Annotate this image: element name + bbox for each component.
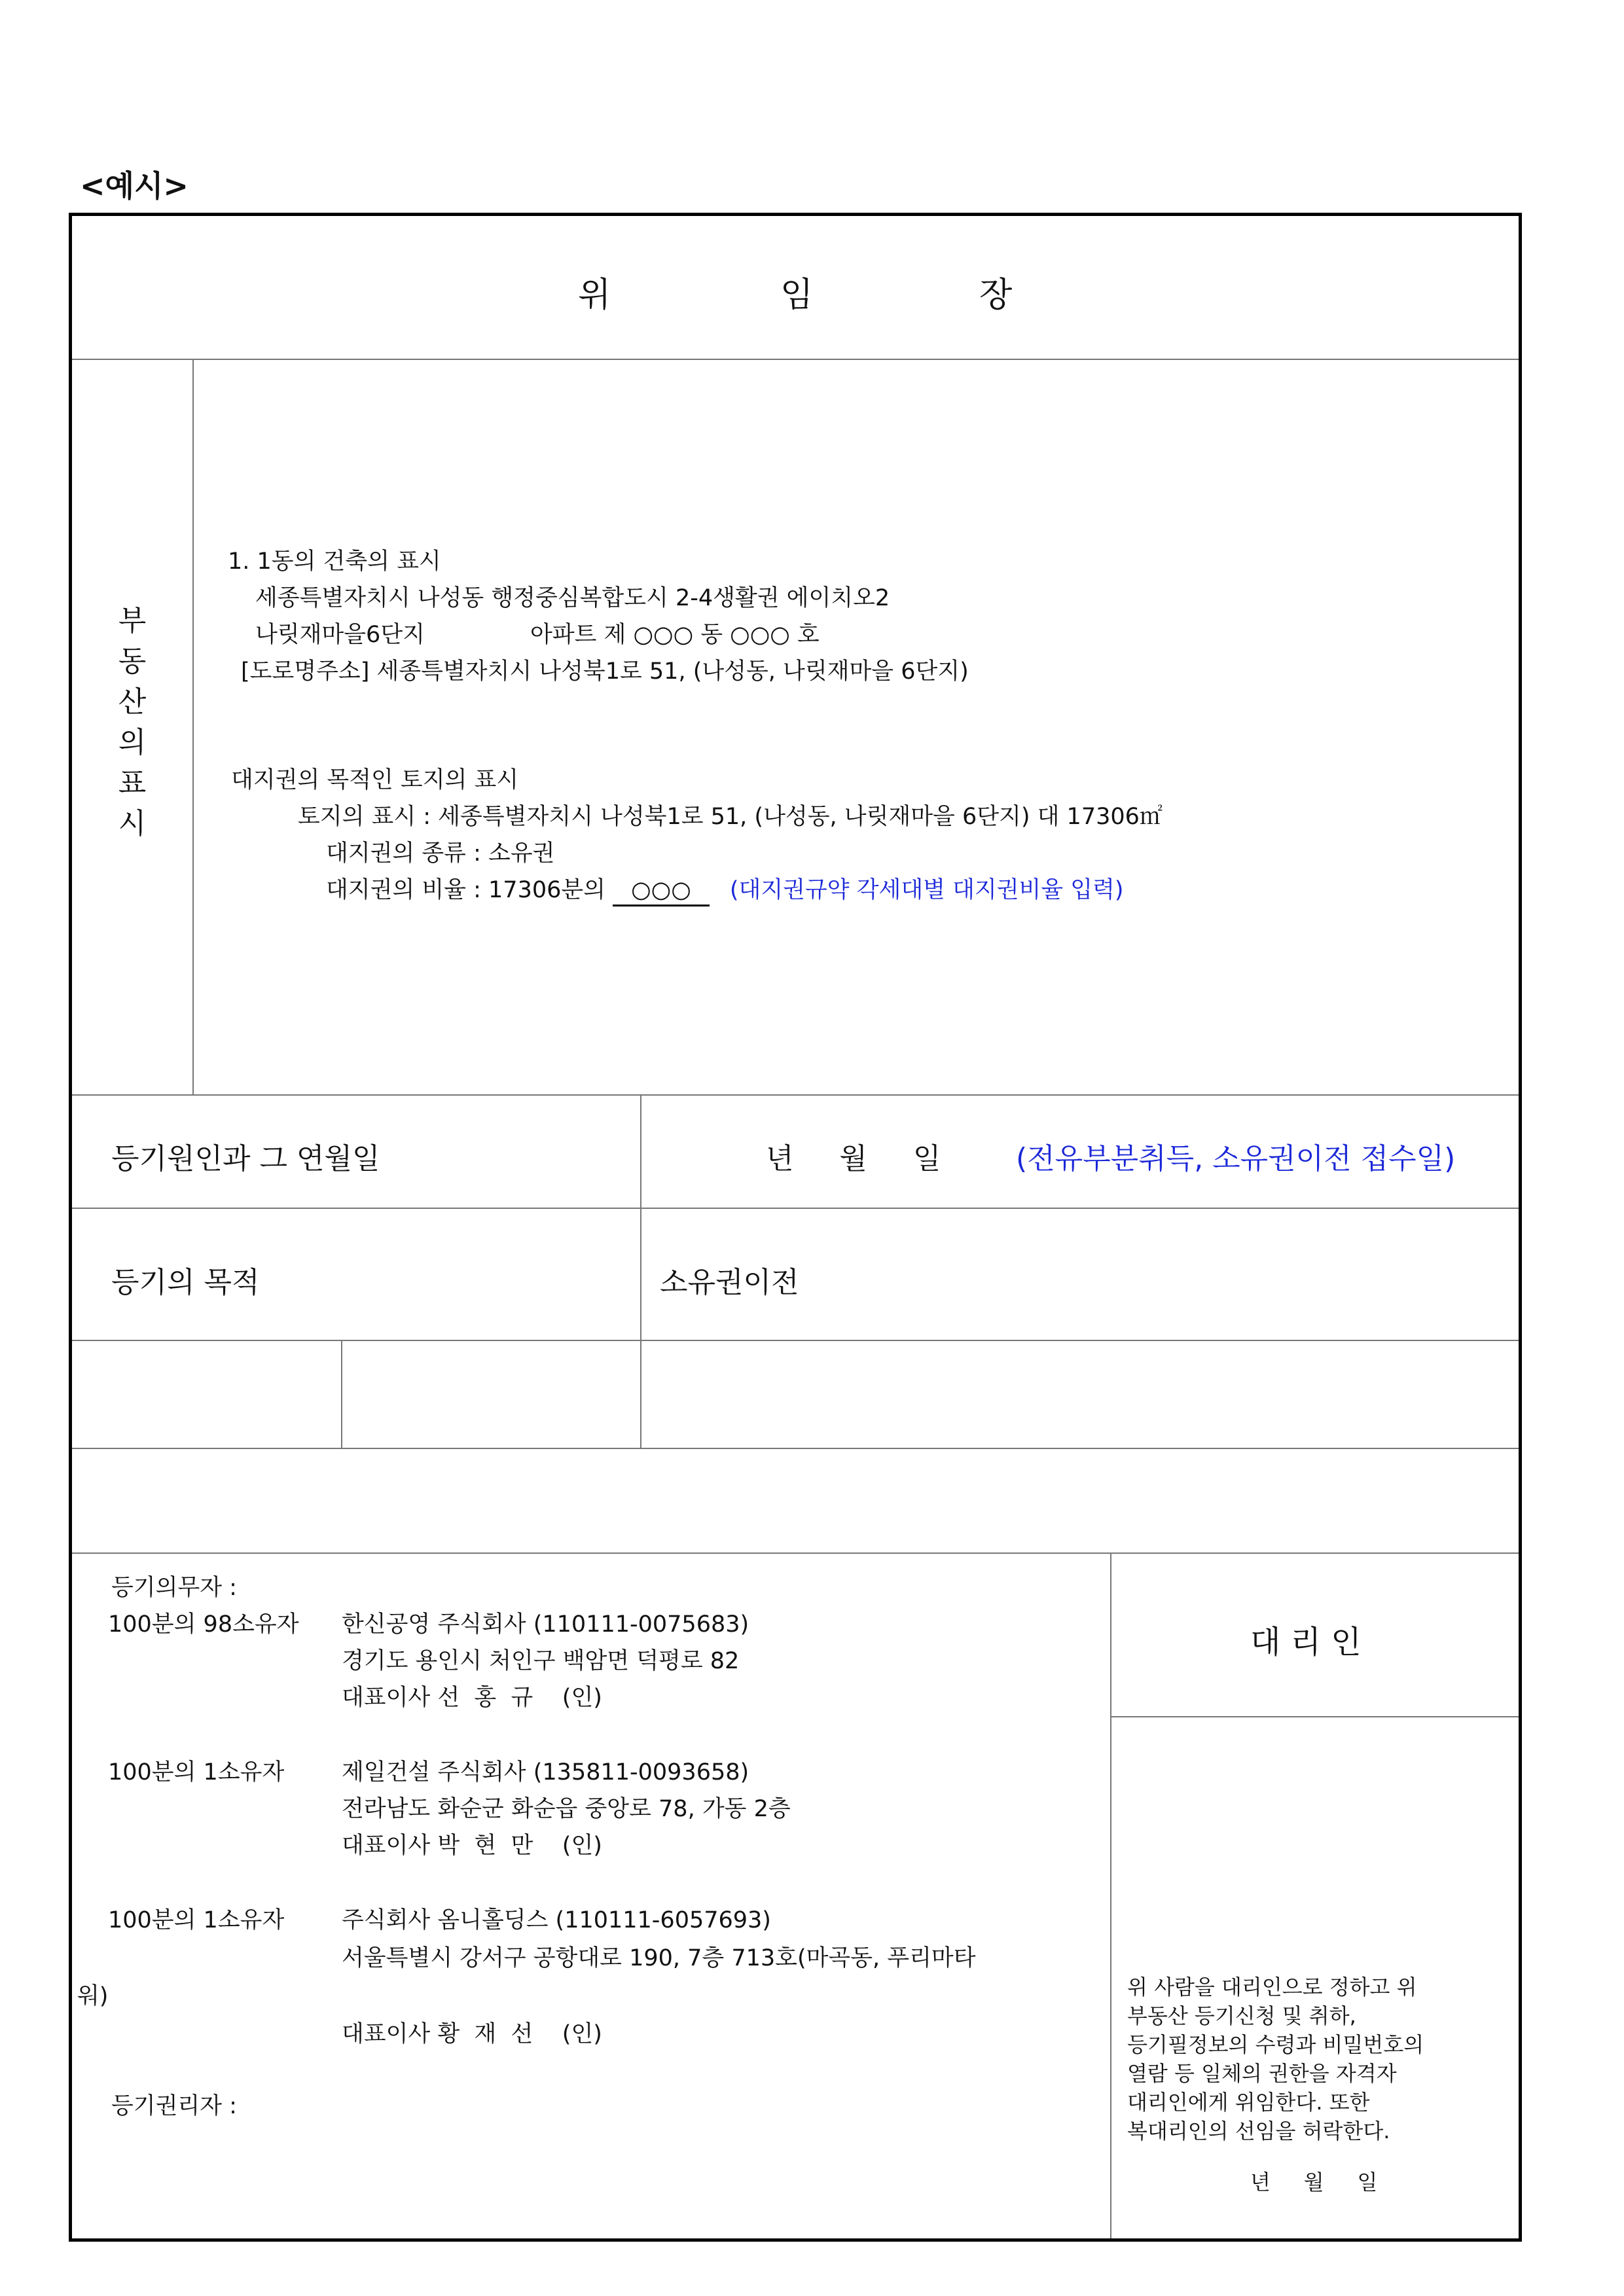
owner-share: 100분의 1소유자 — [108, 1759, 285, 1785]
divider — [72, 1448, 1519, 1449]
divider — [341, 1340, 342, 1448]
land-right-ratio — [326, 872, 1124, 908]
owner-address: 경기도 용인시 처인구 백암면 덕평로 82 — [342, 1648, 740, 1674]
cause-date: 년 월 일 — [766, 1142, 941, 1175]
owner-name: 제일건설 주식회사 (135811-0093658) — [342, 1759, 749, 1785]
cause-note: (전유부분취득, 소유권이전 접수일) — [1016, 1142, 1456, 1175]
land-ratio-value: ○○○ — [613, 876, 710, 906]
land-ratio-prefix: 대지권의 비율 : 17306분의 — [326, 877, 605, 903]
owner-address: 서울특별시 강서구 공항대로 190, 7층 713호(마곡동, 푸리마타 — [342, 1945, 976, 1971]
owner-representative: 대표이사 황 재 선 (인) — [342, 2021, 602, 2047]
document-label: <예시> — [80, 168, 189, 204]
power-of-attorney-form — [69, 213, 1522, 2242]
divider — [72, 1552, 1519, 1554]
title-char: 위 — [578, 276, 611, 315]
building-address: 세종특별자치시 나성동 행정중심복합도시 2-4생활권 에이치오2 — [255, 585, 890, 611]
owner-address-wrap: 워) — [77, 1983, 109, 2009]
owner-share: 100분의 98소유자 — [108, 1611, 299, 1638]
building-name: 나릿재마을6단지 — [255, 622, 425, 648]
purpose-value: 소유권이전 — [660, 1266, 799, 1299]
divider — [72, 1340, 1519, 1341]
purpose-label: 등기의 목적 — [111, 1266, 260, 1299]
owner-address: 전라남도 화순군 화순읍 중앙로 78, 가동 2층 — [342, 1796, 791, 1822]
agent-label: 대 리 인 — [1250, 1624, 1362, 1660]
title-char: 장 — [979, 276, 1013, 315]
cause-label: 등기원인과 그 연월일 — [111, 1142, 380, 1175]
road-address: [도로명주소] 세종특별자치시 나성북1로 51, (나성동, 나릿재마을 6단지) — [241, 658, 969, 685]
delegation-date: 년 월 일 — [1250, 2170, 1378, 2195]
divider — [192, 359, 194, 1094]
divider — [72, 1208, 1519, 1209]
divider — [1110, 1716, 1519, 1717]
divider — [72, 359, 1519, 360]
divider — [640, 1094, 641, 1448]
owner-representative: 대표이사 박 현 만 (인) — [342, 1833, 602, 1859]
title-char: 임 — [780, 276, 814, 315]
land-ratio-note: (대지권규약 각세대별 대지권비율 입력) — [729, 877, 1124, 903]
delegation-text: 위 사람을 대리인으로 정하고 위 부동산 등기신청 및 취하, 등기필정보의 수령과 비밀번호의 열람 등 일체의 권한을 자격자 대리인에게 위임한다. 또한 복대리인의 선임을 허락한다. — [1127, 1975, 1424, 2144]
land-display: 토지의 표시 : 세종특별자치시 나성북1로 51, (나성동, 나릿재마을 6단지) 대 17306㎡ — [298, 804, 1163, 830]
obligee-label: 등기권리자 : — [111, 2093, 237, 2119]
building-heading: 1. 1동의 건축의 표시 — [228, 548, 441, 575]
divider — [72, 1094, 1519, 1096]
owner-name: 주식회사 옴니홀딩스 (110111-6057693) — [342, 1907, 771, 1933]
divider — [1110, 1552, 1111, 2238]
owner-representative: 대표이사 선 홍 규 (인) — [342, 1685, 602, 1711]
obligor-label: 등기의무자 : — [111, 1575, 237, 1601]
owner-share: 100분의 1소유자 — [108, 1907, 285, 1933]
apartment-unit: 아파트 제 ○○○ 동 ○○○ 호 — [530, 622, 820, 648]
owner-name: 한신공영 주식회사 (110111-0075683) — [342, 1611, 749, 1638]
land-heading: 대지권의 목적인 토지의 표시 — [231, 767, 519, 793]
property-section-label: 부 동 산 의 표 시 — [118, 604, 147, 840]
land-right-type: 대지권의 종류 : 소유권 — [326, 840, 555, 867]
